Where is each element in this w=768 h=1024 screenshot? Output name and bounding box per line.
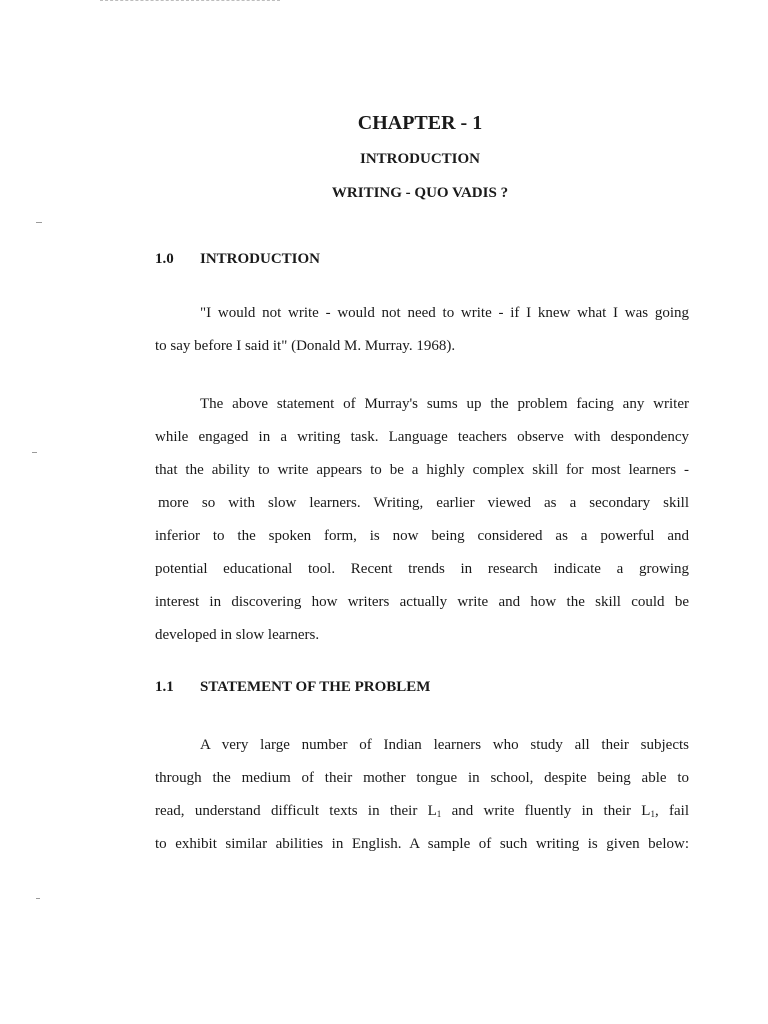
section-number: 1.0: [155, 251, 174, 267]
paragraph-murray-statement: [155, 388, 689, 652]
paragraph-line: [155, 795, 689, 828]
section-heading-introduction: [155, 251, 320, 268]
section-title: STATEMENT OF THE PROBLEM: [200, 679, 431, 695]
section-title: INTRODUCTION: [200, 251, 321, 267]
paragraph-line: The above statement of Murray's sums up the problem facing any writer: [200, 396, 689, 412]
chapter-tagline: WRITING - QUO VADIS ?: [331, 185, 509, 201]
paragraph-indian-learners: [155, 729, 689, 861]
paragraph-line: while engaged in a writing task. Language teachers observe with despondency: [155, 429, 689, 445]
scan-speck: [36, 898, 40, 899]
paragraph-line: developed in slow learners.: [155, 627, 320, 643]
paragraph-quote: [155, 297, 689, 363]
paragraph-line: A very large number of Indian learners who study all their subjects: [200, 737, 689, 753]
paragraph-line: through the medium of their mother tongue in school, despite being able to: [155, 770, 689, 786]
scan-speck: [36, 222, 42, 223]
section-heading-statement-of-problem: [155, 679, 430, 696]
paragraph-line: to say before I said it" (Donald M. Murray. 1968).: [155, 338, 456, 354]
chapter-title: CHAPTER - 1: [357, 112, 483, 134]
chapter-subtitle: INTRODUCTION: [359, 151, 480, 167]
subscript: 1: [650, 809, 655, 819]
line-text: , fail: [654, 803, 689, 819]
line-text: read, understand difficult texts in their L: [155, 803, 437, 819]
scan-speck: [32, 452, 37, 453]
paragraph-line: that the ability to write appears to be a highly complex skill for most learners -: [155, 462, 689, 478]
paragraph-line: interest in discovering how writers actually write and how the skill could be: [155, 594, 689, 610]
paragraph-line: to exhibit similar abilities in English. A sample of such writing is given below:: [155, 836, 689, 852]
scan-artifact-top: [100, 0, 280, 3]
subscript: 1: [436, 809, 442, 819]
paragraph-line: "I would not write - would not need to write - if I knew what I was going: [200, 305, 689, 321]
paragraph-line: more so with slow learners. Writing, earlier viewed as a secondary skill: [158, 495, 689, 511]
line-text: and write fluently in their L: [441, 803, 651, 819]
section-number: 1.1: [155, 679, 174, 695]
paragraph-line: inferior to the spoken form, is now being considered as a powerful and: [155, 528, 689, 544]
paragraph-line: potential educational tool. Recent trends in research indicate a growing: [155, 561, 689, 577]
